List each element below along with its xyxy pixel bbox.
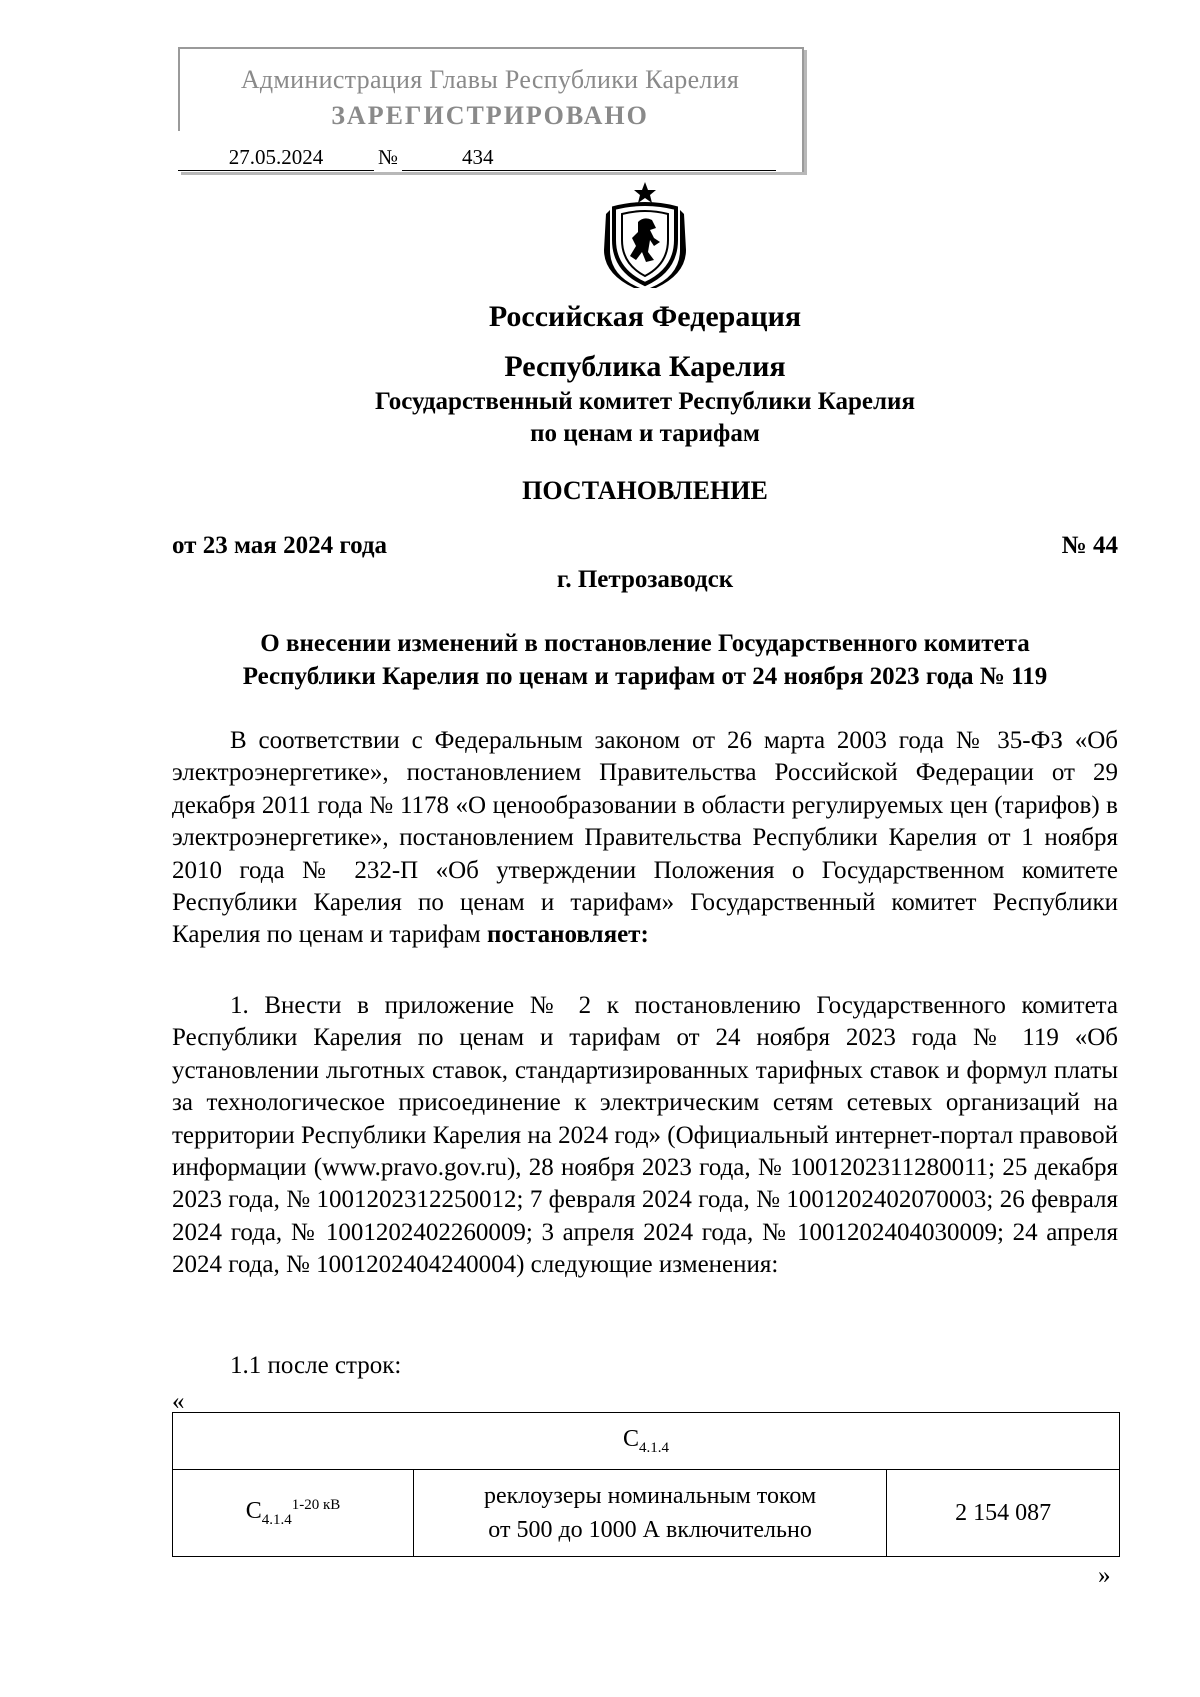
registration-number-field: [402, 145, 776, 171]
preamble-paragraph: [172, 725, 1118, 952]
preamble-text: В соответствии с Федеральным законом от 26 марта 2003 года № 35-ФЗ «Об электроэнергетике», постановлением Правительства Российской Федерации от 29 декабря 2011 года № 1178 «О ценообразовании в области регулируемых цен (тарифов) в электроэнергетике», постановлением Правительства Республики Карелия от 1 ноября 2010 года № 232-П «Об утверждении Положения о Государственном комитете Республики Карелия по ценам и тарифам» Государственный комитет Республики Карелия по ценам и тарифам: [172, 727, 1118, 949]
karelia-coat-of-arms-icon: [600, 180, 690, 290]
registration-number: 434: [462, 145, 494, 169]
clause-1-1: 1.1 после строк:: [230, 1352, 402, 1379]
header-committee-line2: по ценам и тарифам: [530, 420, 760, 447]
quote-open: «: [172, 1388, 185, 1415]
document-date: от 23 мая 2024 года: [172, 532, 387, 559]
table-header-row: [173, 1413, 1120, 1470]
header-federation: Российская Федерация: [488, 300, 802, 333]
document-title-line1: О внесении изменений в постановление Государственного комитета: [260, 630, 1030, 657]
document-number: № 44: [1061, 532, 1118, 559]
table-row: [173, 1470, 1120, 1557]
document-city: г. Петрозаводск: [556, 566, 734, 593]
document-type: ПОСТАНОВЛЕНИЕ: [522, 476, 768, 505]
tariff-table: [172, 1412, 1120, 1557]
rate-value-cell: 2 154 087: [887, 1470, 1120, 1557]
document-title-line2: Республики Карелия по ценам и тарифам от 24 ноября 2023 года № 119: [242, 663, 1048, 690]
stamp-status: ЗАРЕГИСТРИРОВАНО: [331, 101, 649, 130]
stamp-org: Администрация Главы Республики Карелия: [240, 65, 740, 94]
registration-date: 27.05.2024: [178, 145, 374, 171]
clause-1-paragraph: 1. Внести в приложение № 2 к постановлению Государственного комитета Республики Карелия по ценам и тарифам от 24 ноября 2023 года № 119 «Об установлении льготных ставок, стандартизированных тарифных ставок и формул платы за технологическое присоединение к электрическим сетям сетевых организаций на территории Республики Карелия на 2024 год» (Официальный интернет-портал правовой информации (www.pravo.gov.ru), 28 ноября 2023 года, № 1001202311280011; 25 декабря 2023 года, № 1001202312250012; 7 февраля 2024 года, № 1001202402070003; 26 февраля 2024 года, № 1001202402260009; 3 апреля 2024 года, № 1001202404030009; 24 апреля 2024 года, № 1001202404240004) следующие изменения:: [172, 992, 1118, 1279]
stamp-edge: [178, 47, 180, 131]
table-header-cell: $С_{4.1.4}$: [173, 1413, 1120, 1470]
preamble-resolves: постановляет:: [487, 921, 649, 949]
registration-no-label: №: [378, 145, 399, 169]
rate-description-cell: реклоузеры номинальным током от 500 до 1000 А включительно: [413, 1470, 886, 1557]
quote-close: »: [1098, 1562, 1111, 1589]
header-republic: Республика Карелия: [504, 350, 786, 383]
rate-code-cell: $С_{4.1.4}^{1-20 кВ}$: [173, 1470, 414, 1557]
header-committee: Государственный комитет Республики Карелия: [375, 388, 915, 415]
